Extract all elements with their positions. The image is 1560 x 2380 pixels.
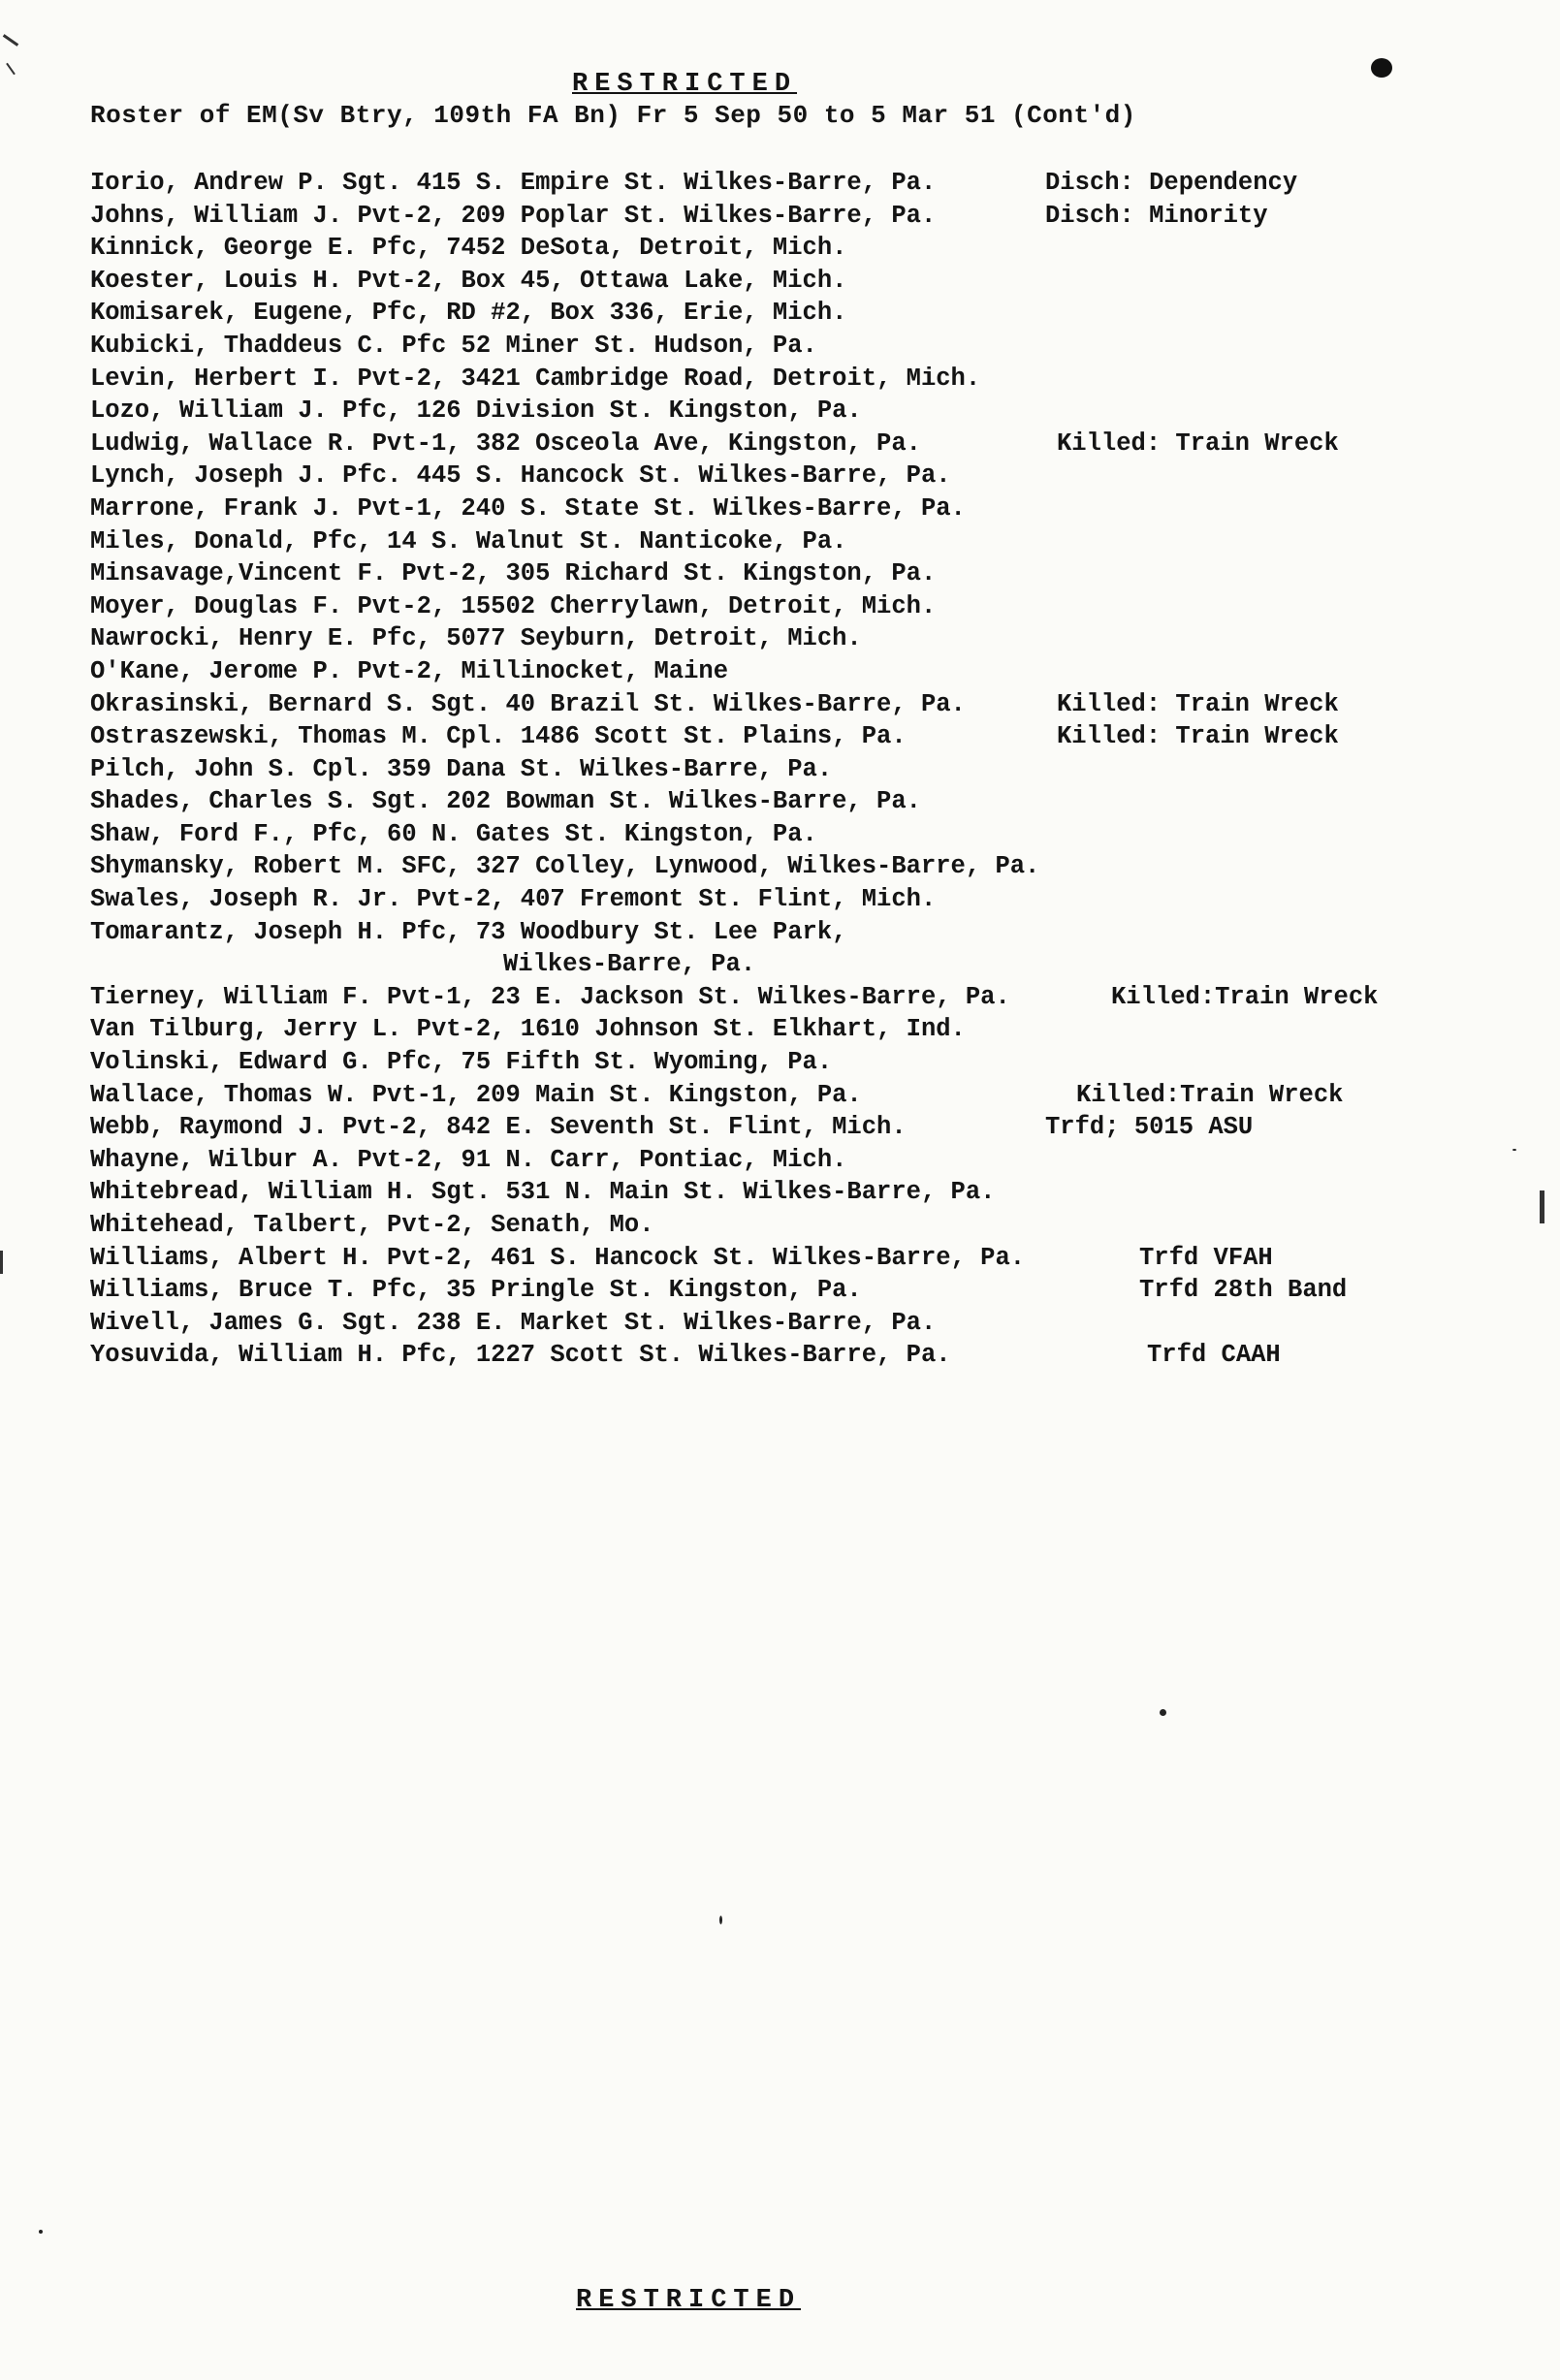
roster-entry-status-note: Killed: Train Wreck xyxy=(1057,689,1339,718)
roster-entry xyxy=(90,720,1467,753)
roster-entry-status-note: Trfd 28th Band xyxy=(1139,1276,1348,1305)
roster-entry xyxy=(90,1144,1467,1177)
roster-entry-text: Van Tilburg, Jerry L. Pvt-2, 1610 Johnson St. Elkhart, Ind. xyxy=(90,1015,966,1044)
roster-entry xyxy=(90,492,1467,525)
roster-entry-text: Lozo, William J. Pfc, 126 Division St. Kingston, Pa. xyxy=(90,397,862,426)
roster-entry-status-note: Disch: Dependency xyxy=(1045,169,1298,197)
roster-entry-text: Ludwig, Wallace R. Pvt-1, 382 Osceola Ave, Kingston, Pa. xyxy=(90,428,921,458)
roster-entry xyxy=(90,622,1467,655)
roster-entry-text: Wilkes-Barre, Pa. xyxy=(503,950,756,979)
roster-entry-text: Tierney, William F. Pvt-1, 23 E. Jackson St. Wilkes-Barre, Pa. xyxy=(90,982,1010,1011)
roster-entry xyxy=(90,1046,1467,1079)
roster-entry xyxy=(90,688,1467,721)
roster-entry xyxy=(90,557,1467,590)
roster-entry xyxy=(90,818,1467,851)
roster-entry-status-note: Trfd CAAH xyxy=(1147,1341,1281,1370)
scan-speck xyxy=(719,1916,722,1924)
roster-entry-status-note: Disch: Minority xyxy=(1045,201,1268,230)
roster-entry xyxy=(90,785,1467,818)
scan-edge-mark xyxy=(3,34,18,47)
roster-entry xyxy=(90,428,1467,460)
roster-entry-text: Wivell, James G. Sgt. 238 E. Market St. Wilkes-Barre, Pa. xyxy=(90,1308,937,1337)
scan-edge-mark xyxy=(1540,1190,1544,1223)
roster-entry-text: Kinnick, George E. Pfc, 7452 DeSota, Detroit, Mich. xyxy=(90,234,847,263)
scan-speck xyxy=(1160,1709,1166,1716)
roster-entry xyxy=(90,395,1467,428)
roster-entry xyxy=(90,363,1467,396)
roster-entry-text: Williams, Albert H. Pvt-2, 461 S. Hancock St. Wilkes-Barre, Pa. xyxy=(90,1243,1026,1272)
roster-entry-text: Koester, Louis H. Pvt-2, Box 45, Ottawa Lake, Mich. xyxy=(90,266,847,295)
roster-entry xyxy=(90,753,1467,786)
roster-entry xyxy=(90,1176,1467,1209)
roster-entry xyxy=(90,167,1467,200)
roster-entry-status-note: Trfd; 5015 ASU xyxy=(1045,1113,1254,1142)
roster-entry-text: Iorio, Andrew P. Sgt. 415 S. Empire St. Wilkes-Barre, Pa. xyxy=(90,169,937,197)
roster-entry-text: Pilch, John S. Cpl. 359 Dana St. Wilkes-Barre, Pa. xyxy=(90,754,833,783)
roster-entry xyxy=(90,525,1467,558)
roster-entry xyxy=(90,883,1467,916)
roster-entry xyxy=(90,1013,1467,1046)
roster-entry xyxy=(90,916,1467,949)
roster-entry-status-note: Killed:Train Wreck xyxy=(1076,1080,1344,1109)
roster-entry-text: Minsavage,Vincent F. Pvt-2, 305 Richard St. Kingston, Pa. xyxy=(90,559,937,588)
roster-entry-text: Miles, Donald, Pfc, 14 S. Walnut St. Nanticoke, Pa. xyxy=(90,526,847,555)
roster-entry-status-note: Killed: Train Wreck xyxy=(1057,428,1339,458)
roster-entry xyxy=(90,1209,1467,1242)
roster-entry xyxy=(90,460,1467,492)
roster-entry xyxy=(90,1339,1467,1372)
roster-entry-text: Levin, Herbert I. Pvt-2, 3421 Cambridge Road, Detroit, Mich. xyxy=(90,364,981,393)
roster-entry xyxy=(90,200,1467,233)
scan-edge-mark xyxy=(6,63,16,76)
roster-entry-text: Shaw, Ford F., Pfc, 60 N. Gates St. Kingston, Pa. xyxy=(90,819,817,848)
roster-entry-text: Whitebread, William H. Sgt. 531 N. Main St. Wilkes-Barre, Pa. xyxy=(90,1178,996,1207)
roster-entry xyxy=(90,265,1467,298)
roster-entry-status-note: Killed: Train Wreck xyxy=(1057,722,1339,751)
roster-entry-text: Lynch, Joseph J. Pfc. 445 S. Hancock St. Wilkes-Barre, Pa. xyxy=(90,461,951,491)
roster-entry-status-note: Trfd VFAH xyxy=(1139,1243,1273,1272)
roster-entry xyxy=(90,850,1467,883)
roster-entry-text: Marrone, Frank J. Pvt-1, 240 S. State St. Wilkes-Barre, Pa. xyxy=(90,493,966,523)
roster-entry-text: Whayne, Wilbur A. Pvt-2, 91 N. Carr, Pontiac, Mich. xyxy=(90,1145,847,1174)
roster-entry xyxy=(90,330,1467,363)
roster-entry xyxy=(90,297,1467,330)
roster-entry-text: Wallace, Thomas W. Pvt-1, 209 Main St. Kingston, Pa. xyxy=(90,1080,862,1109)
roster-entry-text: Nawrocki, Henry E. Pfc, 5077 Seyburn, Detroit, Mich. xyxy=(90,624,862,653)
roster-entry xyxy=(90,981,1467,1014)
header-classification: RESTRICTED xyxy=(572,70,798,99)
roster-entry-status-note: Killed:Train Wreck xyxy=(1111,982,1379,1011)
roster-entry xyxy=(90,655,1467,688)
roster-entry-text: Tomarantz, Joseph H. Pfc, 73 Woodbury St. Lee Park, xyxy=(90,917,847,946)
roster-entry-text: Moyer, Douglas F. Pvt-2, 15502 Cherrylawn, Detroit, Mich. xyxy=(90,591,937,620)
roster-entry xyxy=(90,590,1467,623)
roster-entry-text: Kubicki, Thaddeus C. Pfc 52 Miner St. Hudson, Pa. xyxy=(90,331,817,360)
footer-classification: RESTRICTED xyxy=(576,2286,802,2315)
roster-entry-text: Ostraszewski, Thomas M. Cpl. 1486 Scott St. Plains, Pa. xyxy=(90,722,907,751)
scan-edge-mark xyxy=(0,1251,3,1274)
roster-entry xyxy=(90,1274,1467,1307)
roster-entry-continuation xyxy=(90,948,1467,981)
scan-speck xyxy=(1512,1149,1516,1151)
roster-entry-text: Okrasinski, Bernard S. Sgt. 40 Brazil St. Wilkes-Barre, Pa. xyxy=(90,689,966,718)
scan-speck xyxy=(39,2230,43,2234)
roster-entry-text: Webb, Raymond J. Pvt-2, 842 E. Seventh St. Flint, Mich. xyxy=(90,1113,907,1142)
roster-entry xyxy=(90,1079,1467,1112)
roster-entry-text: Whitehead, Talbert, Pvt-2, Senath, Mo. xyxy=(90,1211,654,1239)
roster-entry xyxy=(90,1307,1467,1340)
roster-entry-text: Shades, Charles S. Sgt. 202 Bowman St. Wilkes-Barre, Pa. xyxy=(90,787,921,816)
roster-entry-text: Williams, Bruce T. Pfc, 35 Pringle St. Kingston, Pa. xyxy=(90,1276,862,1305)
roster-entry-text: Yosuvida, William H. Pfc, 1227 Scott St. Wilkes-Barre, Pa. xyxy=(90,1341,951,1370)
roster-entry xyxy=(90,232,1467,265)
roster-entry-text: Volinski, Edward G. Pfc, 75 Fifth St. Wyoming, Pa. xyxy=(90,1048,833,1077)
roster-entry xyxy=(90,1111,1467,1144)
hole-punch-mark xyxy=(1371,58,1392,78)
roster-entries xyxy=(90,167,1467,1372)
roster-entry-text: Shymansky, Robert M. SFC, 327 Colley, Lynwood, Wilkes-Barre, Pa. xyxy=(90,852,1040,881)
roster-entry xyxy=(90,1242,1467,1275)
roster-entry-text: Komisarek, Eugene, Pfc, RD #2, Box 336, Erie, Mich. xyxy=(90,299,847,328)
roster-title: Roster of EM(Sv Btry, 109th FA Bn) Fr 5 Sep 50 to 5 Mar 51 (Cont'd) xyxy=(90,101,1136,130)
roster-entry-text: O'Kane, Jerome P. Pvt-2, Millinocket, Maine xyxy=(90,656,729,685)
roster-entry-text: Swales, Joseph R. Jr. Pvt-2, 407 Fremont St. Flint, Mich. xyxy=(90,885,937,914)
roster-entry-text: Johns, William J. Pvt-2, 209 Poplar St. Wilkes-Barre, Pa. xyxy=(90,201,937,230)
